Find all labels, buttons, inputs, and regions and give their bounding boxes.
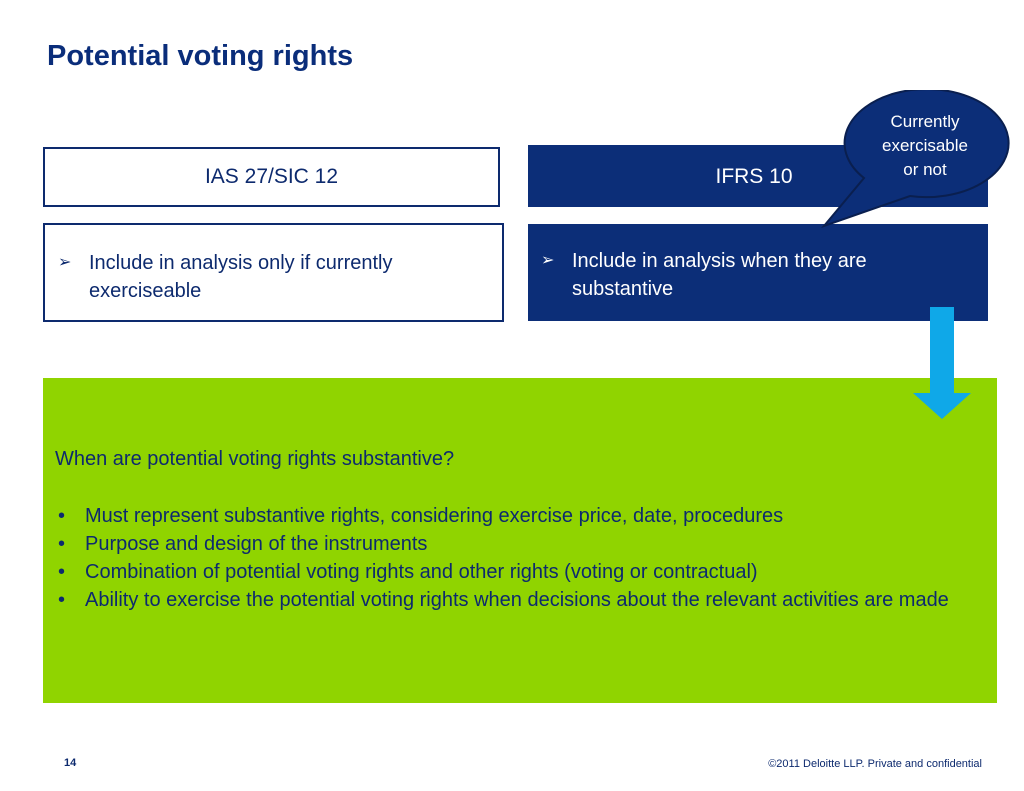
ias-heading-box [43,147,500,207]
arrow-down-icon [913,307,971,421]
ifrs-bullet-text: Include in analysis when they are substantive [572,250,867,300]
callout-text: Currently exercisable or not [882,112,968,179]
criteria-item: • Purpose and design of the instruments [55,530,990,558]
ifrs-bullet [541,247,881,303]
criteria-question: When are potential voting rights substantive? [55,448,455,470]
arrow-bullet-icon: ➢ [58,254,72,271]
ias-bullet-text: Include in analysis only if currently exerciseable [89,252,393,302]
slide-title: Potential voting rights [47,40,354,72]
criteria-item: • Must represent substantive rights, considering exercise price, date, procedures [55,502,990,530]
bullet-dot-icon: • [58,533,66,555]
arrow-bullet-icon: ➢ [541,252,555,269]
criteria-list [55,502,990,614]
criteria-item: • Ability to exercise the potential voting rights when decisions about the relevant activities are made [55,586,990,614]
bullet-dot-icon: • [58,505,66,527]
ias-body-box [43,223,504,322]
ias-bullet [58,249,478,305]
page-number: 14 [64,757,77,769]
substantive-criteria-box [43,378,997,703]
bullet-dot-icon: • [58,561,66,583]
copyright-notice: ©2011 Deloitte LLP. Private and confidential [768,758,982,770]
ias-heading: IAS 27/SIC 12 [204,165,339,188]
criteria-item: • Combination of potential voting rights and other rights (voting or contractual) [55,558,990,586]
ifrs-heading: IFRS 10 [715,165,793,188]
bullet-dot-icon: • [58,589,66,611]
